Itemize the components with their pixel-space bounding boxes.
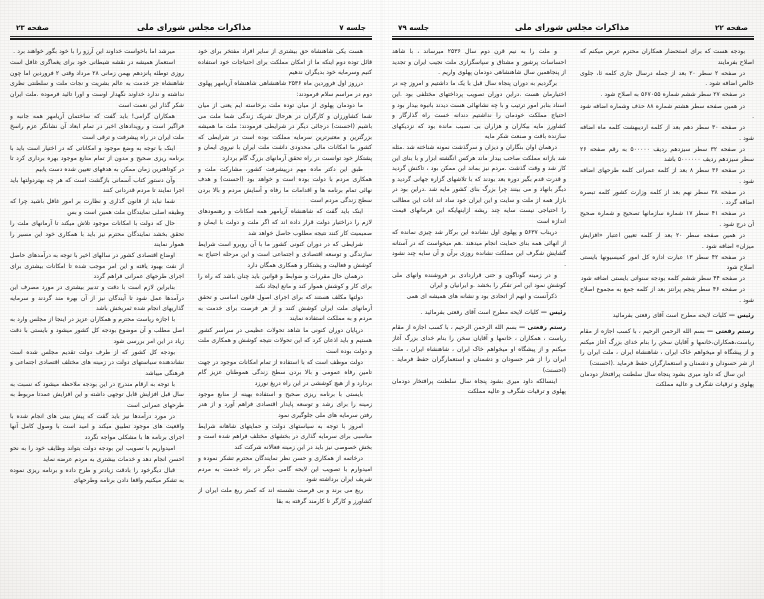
paragraph: در صفحه ۳۶ سطر ۸ بعد از کلمه عمرانی کلمه طرحهای اضافه شود . [580, 167, 754, 185]
paragraph: ربع می برند و بی فرصت نشسته اند که کمتر ربع ملت ایران از کشاورز و کارگر تا کارمند گرفته به بقا [198, 487, 372, 505]
paragraph: ما دودمان پهلوی از میان توده ملت برخاسته ایم یعنی از میان شما کشاورزان و کارگران در هرحال شریک زندگی شما ملت می باشیم (احسنت) درجائی دیگر در شرایطی فرمودند: ملت ما همیشه بزرگترین و معتبرترین سرمایه مملکت بوده است در شرایطی که کشور ما امکانات مالی محدودی داشت ملت ایران با نیروی ایمان و پشتکار خود توانست در راه تحقق آرمانهای بزرگ گام بردارد [198, 102, 372, 162]
paragraph: در صفحه ۴۲ سطر ۱۳ عبارت اداره کل امور کمیسیونها بایستی اصلاح شود [580, 253, 754, 272]
paragraph: رستم رفعتی — بسم الله الرحمن الرحیم ، با کسب اجازه از مقام ریاست،همکاران،خانمها و آقایان سخن را بنام خدای بزرگ آغاز میکنم و از پیشگاه او میخواهم خاک ایران ، شاهنشاه ایران ، ملت ایران را از شر حسودان و دشمنان و استعمارگران حفظ فرماید .(احسنت) [580, 327, 754, 367]
paragraph: بودجه کل کشور که از طرف دولت تقدیم مجلس شده است نشاندهنده سیاستهای دولت در زمینه های مختلف اقتصادی اجتماعی و فرهنگی میباشد [10, 348, 184, 377]
paragraph: در همین صفحه سطر ۲۰ بعد از کلمه تعیین اعتبار «افزایش میزان» اضافه شود . [580, 232, 754, 250]
right-page-header [392, 22, 754, 35]
spread-gutter [381, 0, 383, 599]
left-page-session: جلسه ۷ [339, 23, 366, 32]
left-page-number: صفحه ۲۳ [16, 23, 49, 32]
paragraph: رئیس — کلیات لایحه مطرح است آقای رفعتی بفرمائید . [420, 308, 566, 316]
right-page-columns [392, 47, 754, 587]
paragraph: میرشد اما باخواست خداوند این آرزو را با خود بگور خواهند برد . [13, 48, 175, 56]
paragraph: درپایان دوران کنونی ما شاهد تحولات عظیمی در سراسر کشور هستیم و باید اذعان کرد که این تحولات نتیجه کوشش و همکاری ملت و دولت بوده است [198, 326, 372, 355]
left-page-header [10, 22, 372, 35]
paragraph: درهمان حال مقررات و ضوابط و قوانین باید چنان باشد که راه را برای کار و کوشش هموار کند و مانع ایجاد نکند [198, 272, 372, 291]
paragraph: در مورد درآمدها نیز باید گفت که پیش بینی های انجام شده با واقعیت های موجود تطبیق میکند و امید است با وصول کامل آنها اجرای برنامه ها با مشکلی مواجه نگردد [10, 412, 184, 441]
paragraph: حال که دولت با امکانات موجود تلاش میکند تا آرمانهای ملت را تحقق بخشد نمایندگان محترم نیز باید با همکاری خود این مسیر را هموار نمایند [10, 220, 184, 249]
speaker-label: رئیس — [728, 312, 754, 320]
paragraph: درروز اول فروردین ماه ۲۵۳۶ شاهنشاهی شاهنشاه آریامهر پهلوی دوم در مراسم سلام فرمودند: [198, 80, 372, 98]
paragraph: با توجه به ارقام مندرج در این بودجه ملاحظه میشود که نسبت به سال قبل افزایش قابل توجهی داشته و این افزایش عمدتا مربوط به طرحهای عمرانی است [10, 380, 184, 409]
paragraph: و در زمینه گوناگون و حتی قراردادی بر فروشنده وانهای ملی کوشش نمود این امر تفکر را بخشد .و ایرانیان و ایران [392, 271, 566, 290]
paragraph: درخاتمه از همکاری و حسن نظر نمایندگان محترم تشکر نموده و امیدوارم با تصویب این لایحه گامی دیگر در راه خدمت به مردم شریف ایران برداشته شود [198, 455, 372, 484]
paragraph: ذکرآنست و انهم از اتحادی بود و نشانه های همیشه ای همی [406, 293, 557, 301]
paragraph: در صفحه ۳۲ سطر سیزدهم ردیف ۵۰۰۰۰۰ به رقم صفحه ۲۶ سطر سیزدهم ردیف ۵۰۰۰۰۰۰ باشد [580, 145, 754, 164]
left-page-title: مذاکرات مجلس شورای ملی [136, 22, 252, 32]
paragraph: در صفحه ۲۷ سطر ششم شماره ۵۶۷۰۵۵ به اصلاح شود . [600, 91, 745, 99]
right-header-rule-thick [392, 38, 754, 40]
paragraph: دولت موظف است که با استفاده از تمام امکانات موجود در جهت تامین رفاه عمومی و بالا بردن سطح زندگی هموطنان عزیز گام بردارد و از هیچ کوششی در این راه دریغ نورزد [198, 358, 372, 387]
paragraph: و ملت را به نیم قرن دوم سال ۲۵۳۶ میرساند ، با شاهد احساسات پرشور و مشتاق و سپاسگزاری ملت نجیب ایران و تجدید از پنجاهمین سال شاهنشاهی دودمان پهلوی واریم . [392, 48, 566, 77]
paragraph: در صفحه ۴۶ سطر پنجم پرانتز بعد از کلمه جمع به مجموع اصلاح شود . [580, 286, 754, 304]
paragraph: با اجازه ریاست محترم و همکاران عزیز در اینجا از مجلس وارد به اصل مطلب و آن موضوع بودجه کل کشور میشود و بایستی با دقت زیاد در این امر بررسی شود [10, 316, 184, 345]
paragraph: قبال دیگرخود را بادقت زیادتر و طرح داده و برنامه ریزی نموده به تشکر میکنیم واقعا دادن برنامه وطرحهای [10, 466, 184, 485]
left-header-rule-thick [10, 38, 372, 40]
paragraph: در صفحه ۲ سطر ۲۰ بعد از جمله درسال جاری کلمه ثا، جلوی خالص اضافه شود . [580, 69, 754, 88]
paragraph: اینک باید گفت که شاهنشاه آریامهر همه امکانات و رهنمودهای لازم را دراختیار دولت قرار داده اند که اگر ملت و دولت با ایمان و صمیمیت کار کنند نتیجه مطلوب حاصل خواهد شد [198, 208, 372, 237]
paragraph: امیدواریم با تصویب این بودجه دولت بتواند وظایف خود را به نحو احسن انجام دهد و خدمات بیشتری به مردم عرضه نماید [10, 445, 184, 463]
paragraph: این سال که داود میری بشود پنجاه سال سلطنت پرافتخار دودمان پهلوی و ترقیات شگرف و عالیه مملکت [580, 370, 754, 389]
right-page-session: جلسه ۷۹ [398, 23, 430, 32]
paragraph: استعمار همیشه در نقشه شیطانی خود برای یغماگری غافل است روزی توطئه پانزدهم بهمن زمانی ۲۸ مرداد وقتی ۲ فروردین اما چون شاهنشاه جز خدمت به عالم بشریت و نجات ملت و سلطنتی نظری نداشته و ندارد خداوند نگهدار اوست و اورا تائید فرموده .ملت ایران شکر گذار این نعمت است [10, 59, 184, 109]
paragraph: رئیس — کلیات لایحه مطرح است آقای رفعتی بفرمائید [612, 312, 754, 320]
paragraph: دریناب ۵۶۳۷ و پهلوی اول نشانده این برکار شد چیزی نمانده که از انهائی همه بنای حمایت انجام میدهند .هم میخواست که در آستانه گشایش شگرف این مملکت نشانده روزی برآن و آن سایه چند نشود . [392, 229, 566, 268]
paragraph: رستم رفعتی — بسم الله الرحمن الرحیم ، با کسب اجازه از مقام ریاست ، همکاران ، خانمها و آقایان سخن را بنام خدای بزرگ آغاز میکنم و از پیشگاه او میخواهم خاک ایران ، شاهنشاه ایران ، ملت ایران را از شر حسودان و دشمنان و استعمارگران حفظ فرماید .(احسنت) [392, 324, 566, 374]
right-header-rule-thin [392, 36, 754, 37]
right-page-title: مذاکرات مجلس شورای ملی [514, 22, 630, 32]
paragraph: بودجه هست که برای استحضار همکاران محترم عرض میکنم که اصلاح بفرمایند [580, 48, 754, 66]
paragraph: شرایطی که در دوران کنونی کشور ما با آن روبرو است شرایط سازندگی و توسعه اقتصادی و اجتماعی است و این مرحله احتیاج به کوشش و فعالیت و پشتکار و همکاری همگان دارد [198, 240, 372, 269]
left-page-column-right [198, 47, 372, 587]
speaker-label: رستم رفعتی — [519, 324, 566, 332]
paragraph: امروز با توجه به سیاستهای دولت و حمایتهای شاهانه شرایط مناسبی برای سرمایه گذاری در بخشهای مختلف فراهم شده است و بخش خصوصی نیز باید در این زمینه فعالانه شرکت کند [198, 422, 372, 452]
paragraph: درهمان اوان بنگاران و دیزان و سرگذشت نمونه شناخته شد .مثله شد بازانه مملکت صاحب بیدار ماند هرکس انگشته ابزار و با بنای این کار شد و وقت گذشت .مردم نیز بماند این ممکن بود ، تاکنش گردید و قدرت قدم بگیر دوره بعد بودند که با تلاشهای گزاره جهانی گردید و دیگر بانهاد و می بینند چرا بزرگ بنای کشور مایه شد .دراین بود در بازار همه از ملت و سایت و این ایران خود ساد اند انات این مطالب را احتیاجی نیست سایه چند ریشه ازاینهایکه این فرمانهای قیمت اندازه است [392, 144, 566, 226]
speaker-label: رئیس — [540, 308, 566, 316]
paragraph: در صفحه ۳۰ سطر دهم بعد از کلمه اردیبهشت کلمه ماه اضافه شود . [580, 124, 754, 142]
right-page-column-right [580, 47, 754, 587]
right-page-column-left [392, 47, 566, 587]
left-page-columns [10, 47, 372, 587]
paragraph: اینک با توجه به وضع موجود و امکاناتی که در اختیار است باید با برنامه ریزی صحیح و مدون از تمام منابع موجود بهره برداری کرد تا در کوتاهترین زمان ممکن به هدفهای تعیین شده دست یابیم [10, 144, 184, 173]
paragraph: همکاران گرامی! باید گفت که ساختمان آریامهر همه جانبه و فراگیر است و رویدادهای اخیر در تمام ابعاد آن نشانگر عزم راسخ ملت ایران در راه پیشرفت و ترقی است [10, 112, 184, 141]
paragraph: اینسالکه داود میری بشود پنجاه سال سلطنت پرافتخار دودمان پهلوی و ترقیات شگرف و عالیه مملکت [392, 377, 566, 396]
left-header-rule-thin [10, 36, 372, 37]
right-page-number: صفحه ۲۲ [715, 23, 748, 32]
paragraph: در همین صفحه سطر هشتم شماره ۸۸ حذف وشماره اضافه شود . [580, 102, 754, 121]
left-page-column-left [10, 47, 184, 587]
paragraph: بنابراین لازم است با دقت و تدبیر بیشتری در مورد مصرف این درآمدها عمل شود تا آیندگان نیز از آن بهره مند گردند و سرمایه گذاریهای انجام شده ثمربخش باشد [10, 284, 184, 313]
paragraph: اوضاع اقتصادی کشور در سالهای اخیر با توجه به درآمدهای حاصل از نفت بهبود یافته و این امر موجب شده تا امکانات بیشتری برای اجرای طرحهای عمرانی فراهم گردد [10, 252, 184, 281]
paragraph: در صفحه ۳۸ سطر نهم بعد از کلمه وزارت کشور کلمه تبصره اضافه گردد . [580, 188, 754, 207]
paragraph: دولتها مکلف هستند که برای اجرای اصول قانون اساسی و تحقق آرمانهای ملت ایران کوشش کنند و از هر فرصت برای خدمت به مردم و به مملکت استفاده نمایند [198, 294, 372, 323]
right-page [382, 0, 764, 599]
paragraph: بایستی با برنامه ریزی صحیح و استفاده بهینه از منابع موجود زمینه را برای رشد و توسعه پایدار اقتصادی فراهم آورد و از هدر رفتن سرمایه های ملی جلوگیری نمود [198, 390, 372, 419]
paragraph: شما نباید از قانون گذاری و نظارت بر امور غافل باشید چرا که وظیفه اصلی نمایندگان ملت همین است و بس [10, 198, 184, 216]
paragraph: در صفحه ۴۴ سطر ششم کلمه بودجه سنواتی بایستی اضافه شود [580, 275, 745, 283]
speaker-label: رستم رفعتی — [707, 327, 754, 335]
paragraph: برگردیم به دوران پنجاه سال قبل با یک ما داشتیم و امروز چه در اختیارمان هست .دراین دوران تصویب پرداختهای مختلفی بود .این اسناد بنابر امور ترتیب و با چه نشانهائی هست دیدند بانبوه بیدار بود و احتیاج مملکت خودمان را نداشتیم دندانه خست راه گذارگار و کشاورز مایه بیکاران و هزاران بی نصیب مانده بود که نزدیکهای سازنده بافت و صنعت شکر مایه [392, 80, 566, 141]
paragraph: هست یکی شاهنشاه حق بیشتری از سایر افراد مفتخر برای خود قائل توده دوم اینکه ما از امکان مملکت برای احتیاجات خود استفاده کنیم وسرمایه خود بدیگران ندهیم [198, 48, 372, 77]
paragraph: وآن دستور کتاب آسمانی بازگشت است که هر چه بهتردولتها باید اجرا نمایند تا مردم قدردانی کنند [10, 176, 184, 195]
paragraph: طبق این دکتر ماده مهم درپیشرفت کشور، مشارکت ملت و همکاری مردم با دولت بوده است و خواهد بود (احسنت) و هدف نهائی تمام برنامه ها و اقدامات ما رفاه و آسایش مردم و بالا بردن سطح زندگی مردم است [198, 165, 372, 205]
paragraph: در صفحه ۴۱ سطر ۱۷ شماره سازمانها تصحیح و شماره صحیح آن درج شود . [580, 210, 754, 229]
